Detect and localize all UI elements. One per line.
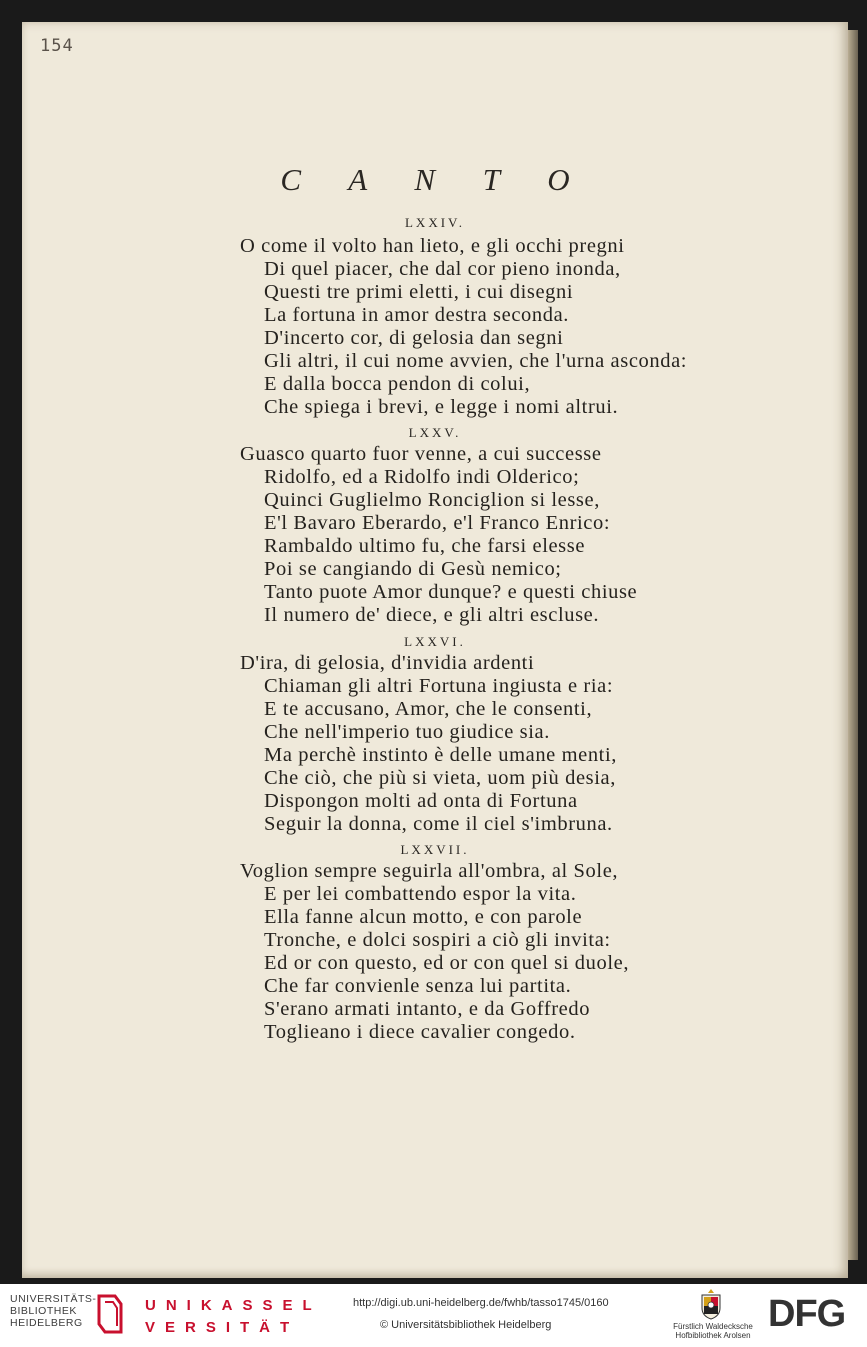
verse-line: Guasco quarto fuor venne, a cui successe [240,443,602,465]
verse-line: La fortuna in amor destra seconda. [264,304,570,326]
book-page [22,22,848,1278]
stanza-number: LXXVI. [404,634,466,649]
arolsen-logo-text [667,1322,759,1340]
verse-line: Che ciò, che più si vieta, uom più desia, [264,767,616,789]
verse-line: Che spiega i brevi, e legge i nomi altrui. [264,396,619,418]
verse-line: S'erano armati intanto, e da Goffredo [264,998,591,1020]
crest-icon [700,1288,722,1320]
verse-line: D'incerto cor, di gelosia dan segni [264,327,564,349]
canto-title: C A N T O [280,162,590,197]
footer-bar [0,1284,867,1347]
kassel-line: VERSITÄT [145,1319,300,1336]
ub-logo-line: UNIVERSITÄTS- [10,1293,97,1305]
ub-heidelberg-mark-icon [95,1292,125,1336]
verse-line: D'ira, di gelosia, d'invidia ardenti [240,652,535,674]
stanza-number: LXXV. [408,425,462,440]
verse-line: Ed or con questo, ed or con quel si duole, [264,952,630,974]
verse-line: Toglieano i diece cavalier congedo. [264,1021,576,1043]
arolsen-line: Fürstlich Waldecksche [673,1322,753,1331]
verse-line: Chiaman gli altri Fortuna ingiusta e ria: [264,675,614,697]
uni-kassel-logo[interactable] [145,1295,322,1339]
verse-line: Ma perchè instinto è delle umane menti, [264,744,618,766]
verse-line: Di quel piacer, che dal cor pieno inonda, [264,258,621,280]
verse-line: E per lei combattendo espor la vita. [264,883,577,905]
stanza-number: LXXVII. [400,842,470,857]
copyright-text: © Universitätsbibliothek Heidelberg [380,1319,552,1331]
dfg-logo[interactable]: DFG [768,1293,846,1335]
verse-line: Ella fanne alcun motto, e con parole [264,906,583,928]
ub-logo-line: HEIDELBERG [10,1317,83,1329]
verse-line: Tanto puote Amor dunque? e questi chiuse [264,581,638,603]
permalink-url[interactable]: http://digi.ub.uni-heidelberg.de/fwhb/tasso1745/0160 [353,1297,609,1309]
verse-line: E'l Bavaro Eberardo, e'l Franco Enrico: [264,512,611,534]
verse-line: Che far convienle senza lui partita. [264,975,572,997]
ub-heidelberg-logo[interactable] [10,1293,96,1329]
verse-line: Gli altri, il cui nome avvien, che l'urna asconda: [264,350,688,372]
verse-line: Il numero de' diece, e gli altri esclusе. [264,604,600,626]
stanza-number: LXXIV. [404,215,465,230]
verse-line: Questi tre primi eletti, i cui disegni [264,281,574,303]
kassel-line: UNIKASSEL [145,1297,322,1314]
verse-line: Ridolfo, ed a Ridolfo indi Olderico; [264,466,580,488]
page-edge [848,30,858,1260]
verse-line: E dalla bocca pendon di colui, [264,373,531,395]
verse-line: O come il volto han lieto, e gli occhi pregni [240,235,625,257]
verse-line: Voglion sempre seguirla all'ombra, al Sole, [240,860,619,882]
verse-line: Rambaldo ultimo fu, che farsi elesse [264,535,586,557]
arolsen-line: Hofbibliothek Arolsen [675,1331,751,1340]
ub-logo-line: BIBLIOTHEK [10,1305,77,1317]
verse-line: Tronche, e dolci sospiri a ciò gli invita: [264,929,611,951]
verse-line: Quinci Guglielmo Ronciglion si lesse, [264,489,600,511]
page-number: 154 [40,36,74,56]
verse-line: Dispongon molti ad onta di Fortuna [264,790,578,812]
verse-line: E te accusano, Amor, che le consenti, [264,698,593,720]
verse-line: Seguir la donna, come il ciel s'imbruna. [264,813,613,835]
verse-line: Che nell'imperio tuo giudice sia. [264,721,550,743]
verse-line: Poi se cangiando di Gesù nemico; [264,558,562,580]
